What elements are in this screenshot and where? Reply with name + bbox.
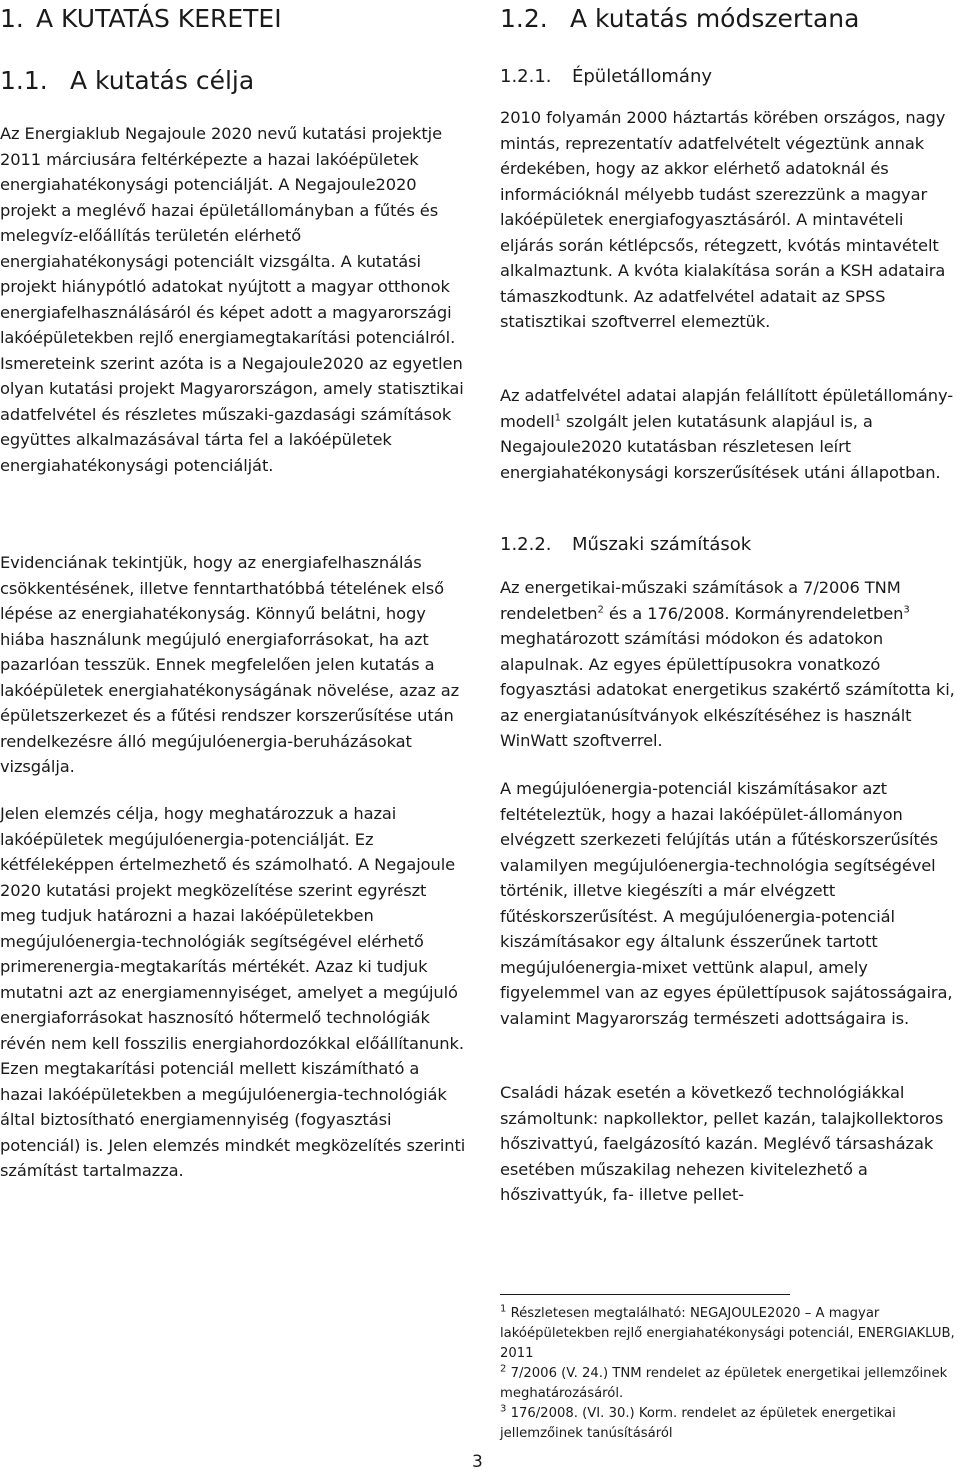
footnote-ref-2: 2 bbox=[597, 604, 604, 616]
section-heading-goal bbox=[0, 66, 254, 95]
section-title: A kutatás célja bbox=[70, 66, 255, 95]
footnotes bbox=[500, 1304, 960, 1444]
footnote-divider bbox=[500, 1294, 790, 1295]
footnote-1: $^1$ Részletesen megtalálható: NEGAJOULE2020 – A magyar lakóépületekben rejlő energiahatékonysági potenciál, ENERGIAKLUB, 2011 bbox=[500, 1303, 955, 1361]
subsection-heading-calculations bbox=[500, 534, 751, 555]
subsection-heading-building-stock bbox=[500, 66, 712, 87]
section-title: A kutatás módszertana bbox=[570, 4, 860, 33]
footnote-ref-3: 3 bbox=[903, 604, 910, 616]
chapter-title: A KUTATÁS KERETEI bbox=[36, 4, 282, 33]
footnote-ref-1: 1 bbox=[554, 412, 561, 424]
footnote-2: $^2$ 7/2006 (V. 24.) TNM rendelet az épületek energetikai jellemzőinek meghatározásáról. bbox=[500, 1363, 948, 1401]
paragraph-evidence: Evidenciának tekintjük, hogy az energiafelhasználás csökkentésének, illetve fenntarthatóbbá tételének első lépése az energiahatékonyság. Könnyű belátni, hogy hiába használunk megújuló energiaforrásokat, ha azt pazarlóan tesszük. Ennek megfelelően jelen kutatás a lakóépületek energiahatékonyságának növelése, azaz az épületszerkezet és a fűtési rendszer korszerűsítése után rendelkezésre álló megújulóenergia-beruházásokat vizsgálja. bbox=[0, 553, 460, 776]
chapter-heading bbox=[0, 4, 282, 33]
paragraph-aim: Jelen elemzés célja, hogy meghatározzuk a hazai lakóépületek megújulóenergia-potenciálját. Ez kétféleképpen értelmezhető és számolható. A Negajoule 2020 kutatási projekt megközelítése szerint egyrészt meg tudjuk határozni a hazai lakóépületekben megújulóenergia-technológiák segítségével elérhető primerenergia-megtakarítás mértékét. Azaz ki tudjuk mutatni azt az energiamennyiséget, amelyet a megújuló energiaforrásokat hasznosító hőtermelő technológiák révén nem kell fosszilis energiahordozókkal előállítanunk. Ezen megtakarítási potenciál mellett kiszámítható a hazai lakóépületekben a megújulóenergia-technológiák által biztosítható energiamennyiség (fogyasztási potenciál) is. Jelen elemzés mindkét megközelítés szerinti számítást tartalmazza. bbox=[0, 804, 466, 1180]
subsection-title: Épületállomány bbox=[572, 66, 713, 87]
paragraph-technologies: Családi házak esetén a következő technológiákkal számoltunk: napkollektor, pellet kazán, talajkollektoros hőszivattyú, faelgázosító kazán. Meglévő társasházak esetében műszakilag nehezen kivitelezhető a hőszivattyúk, fa- illetve pellet- bbox=[500, 1083, 944, 1204]
paragraph-regulations: Az energetikai-műszaki számítások a 7/2006 TNM rendeletben$^2$ és a 176/2008. Kormányrendeletben$^3$ meghatározott számítási módokon és adatokon alapulnak. Az egyes épülettípusokra vonatkozó fogyasztási adatokat energetikus szakértő számította ki, az energiatanúsítványok elkészítéséhez is használt WinWatt szoftverrel. bbox=[500, 578, 955, 750]
paragraph-model: Az adatfelvétel adatai alapján felállított épületállomány-modell$^1$ szolgált jelen kutatásunk alapjául is, a Negajoule2020 kutatásban részletesen leírt energiahatékonysági korszerűsítések utáni állapotban. bbox=[500, 386, 953, 482]
paragraph-survey: 2010 folyamán 2000 háztartás körében országos, nagy mintás, reprezentatív adatfelvételt végeztünk annak érdekében, hogy az akkor elérhető adatoknál és információknál mélyebb tudást szerezzünk a magyar lakóépületek energiafogyasztásáról. A mintavételi eljárás során kétlépcsős, rétegzett, kvótás mintavételt alkalmaztunk. A kvóta kialakítása során a KSH adataira támaszkodtunk. Az adatfelvétel adatait az SPSS statisztikai szoftverrel elemeztük. bbox=[500, 108, 946, 331]
section-heading-method bbox=[500, 4, 859, 33]
chapter-number: 1. bbox=[0, 4, 24, 33]
subsection-title: Műszaki számítások bbox=[572, 534, 752, 555]
paragraph-renewable-potential: A megújulóenergia-potenciál kiszámításakor azt feltételeztük, hogy a hazai lakóépület-állományon elvégzett szerkezeti felújítás után a fűtéskorszerűsítés valamilyen megújulóenergia-technológia segítségével történik, illetve kiegészíti a már elvégzett fűtéskorszerűsítést. A megújulóenergia-potenciál kiszámításakor egy általunk ésszerűnek tartott megújulóenergia-mixet vettünk alapul, amely figyelemmel van az egyes épülettípusok sajátosságaira, valamint Magyarország természeti adottságaira is. bbox=[500, 779, 953, 1028]
page-number: 3 bbox=[472, 1452, 483, 1472]
section-number: 1.2. bbox=[500, 4, 548, 33]
section-number: 1.1. bbox=[0, 66, 48, 95]
subsection-number: 1.2.2. bbox=[500, 534, 552, 555]
paragraph-intro: Az Energiaklub Negajoule 2020 nevű kutatási projektje 2011 márciusára feltérképezte a hazai lakóépületek energiahatékonysági potenciálját. A Negajoule2020 projekt a meglévő hazai épületállományban a fűtés és melegvíz-előállítás területén elérhető energiahatékonysági potenciált vizsgálta. A kutatási projekt hiánypótló adatokat nyújtott a magyar otthonok energiafelhasználásáról és képet adott a magyarországi lakóépületekben rejlő energiamegtakarítási potenciálról. Ismereteink szerint azóta is a Negajoule2020 az egyetlen olyan kutatási projekt Magyarországon, amely statisztikai adatfelvétel és részletes műszaki-gazdasági számítások együttes alkalmazásával tárta fel a lakóépületek energiahatékonysági potenciálját. bbox=[0, 124, 464, 475]
subsection-number: 1.2.1. bbox=[500, 66, 552, 87]
footnote-3: $^3$ 176/2008. (VI. 30.) Korm. rendelet az épületek energetikai jellemzőinek tanúsításáról bbox=[500, 1403, 896, 1441]
